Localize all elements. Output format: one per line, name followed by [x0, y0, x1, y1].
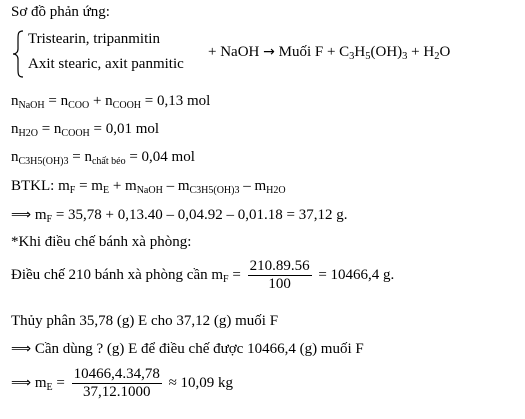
- reaction-products: + NaOH → Muối $F + C_3H_5(OH)_3 + H_2O$: [208, 44, 451, 62]
- mass-conservation-line: BTKL: $m_F = m_E + m_{NaOH} - m_{C3H5(OH)3} - m_{H2O}$: [11, 178, 286, 196]
- glycerol-moles-line: $n_{C3H5(OH)3} = n_{chất béo} = 0,04$ mol: [11, 149, 195, 167]
- reactant-triglycerides: Tristearin, tripanmitin: [28, 31, 160, 47]
- requirement-question-line: ⟹ Cần dùng ? (g) E để điều chế được 10466,4 (g) muối F: [11, 341, 364, 357]
- reaction-arrow-icon: →: [263, 44, 275, 60]
- implies-arrow-icon: ⟹: [11, 341, 32, 357]
- salt-mass-line: ⟹ $m_F = 35,78 + 0,13.40 - 0,04.92 - 0,01.18 = 37,12$ g.: [11, 207, 348, 225]
- reactant-fatty-acids: Axit stearic, axit panmitic: [28, 56, 184, 72]
- naoh-moles-line: $n_{NaOH} = n_{COO} + n_{COOH} = 0,13$ mol: [11, 93, 211, 111]
- scheme-header: Sơ đồ phản ứng:: [11, 4, 110, 20]
- water-moles-line: $n_{H2O} = n_{COOH} = 0,01$ mol: [11, 121, 160, 139]
- soap-fraction: $\frac{210.89.56}{100}$: [249, 258, 310, 292]
- reaction-scheme: [11, 30, 521, 78]
- hydrolysis-line: Thủy phân 35,78 (g) E cho 37,12 (g) muối F: [11, 313, 279, 329]
- ester-fraction: $\frac{10466,4.34,78}{37,12.1000}$: [73, 366, 160, 400]
- curly-brace-icon: [11, 30, 25, 78]
- ester-mass-line: ⟹ $m_E$ = $\frac{10466,4.34,78}{37,12.1000}$ ≈ 10,09 kg: [11, 366, 234, 400]
- soap-header: *Khi điều chế bánh xà phòng:: [11, 234, 192, 250]
- soap-requirement-line: Điều chế 210 bánh xà phòng cần $m_F$ = $\frac{210.89.56}{100}$ = 10466,4 g.: [11, 258, 395, 292]
- implies-arrow-icon: ⟹: [11, 207, 32, 223]
- implies-arrow-icon: ⟹: [11, 374, 32, 391]
